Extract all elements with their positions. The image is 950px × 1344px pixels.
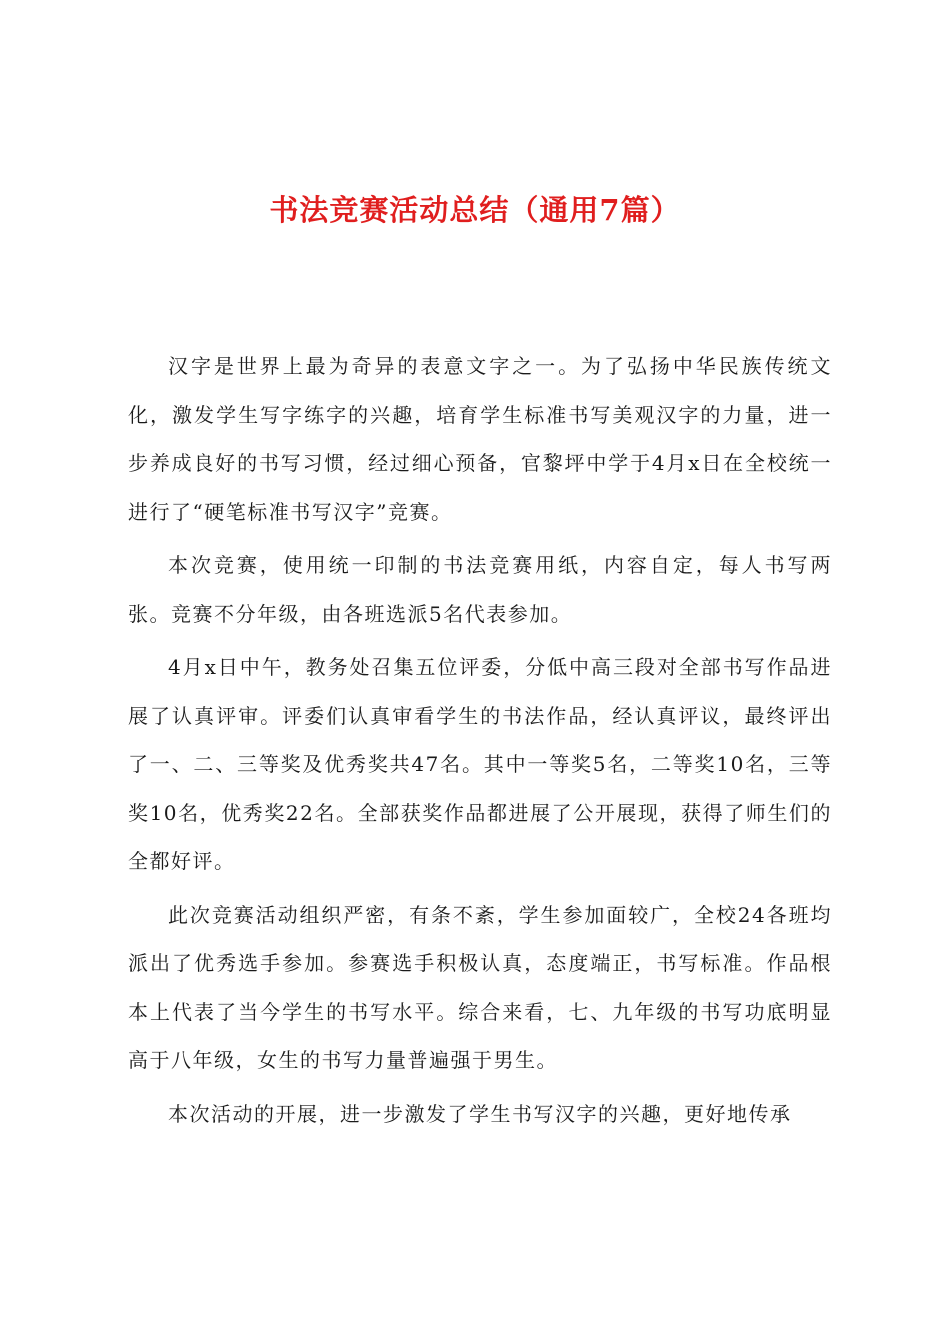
paragraph-2: 本次竞赛，使用统一印制的书法竞赛用纸，内容自定，每人书写两张。竞赛不分年级，由各班选派5名代表参加。 [128, 553, 832, 626]
document-title: 书法竞赛活动总结（通用7篇） [269, 193, 681, 227]
paragraph-1: 汉字是世界上最为奇异的表意文字之一。为了弘扬中华民族传统文化，激发学生写字练字的兴趣，培育学生标准书写美观汉字的力量，进一步养成良好的书写习惯，经过细心预备，官黎坪中学于4月x日在全校统一进行了“硬笔标准书写汉字”竞赛。 [128, 354, 832, 524]
paragraph-4: 此次竞赛活动组织严密，有条不紊，学生参加面较广，全校24各班均派出了优秀选手参加。参赛选手积极认真，态度端正，书写标准。作品根本上代表了当今学生的书写水平。综合来看，七、九年级的书写功底明显高于八年级，女生的书写力量普遍强于男生。 [128, 902, 832, 1072]
document-body [128, 342, 832, 1143]
paragraph-3: 4月x日中午，教务处召集五位评委，分低中高三段对全部书写作品进展了认真评审。评委们认真审看学生的书法作品，经认真评议，最终评出了一、二、三等奖及优秀奖共47名。其中一等奖5名，二等奖10名，三等奖10名，优秀奖22名。全部获奖作品都进展了公开展现，获得了师生们的全都好评。 [128, 655, 832, 873]
paragraph-5: 本次活动的开展，进一步激发了学生书写汉字的兴趣，更好地传承 [168, 1101, 792, 1126]
